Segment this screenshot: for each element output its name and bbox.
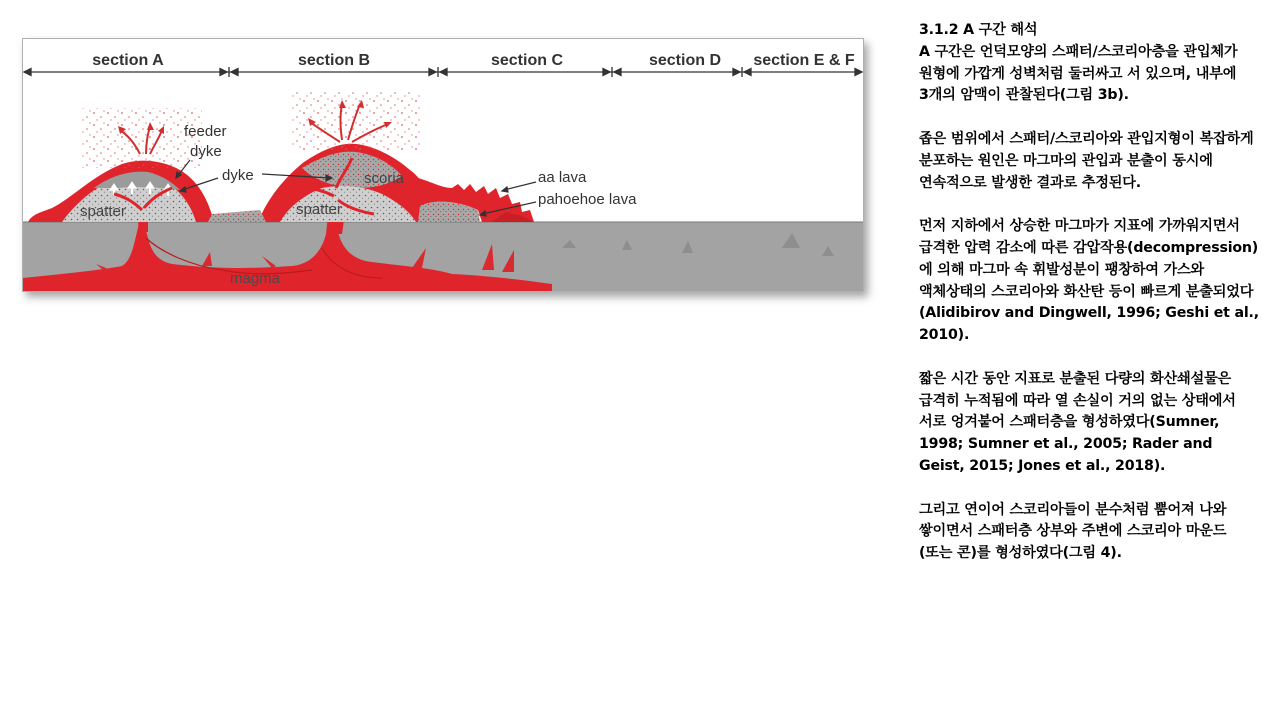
section-a-label: section A <box>92 52 164 69</box>
section-heading: 3.1.2 A 구간 해석 <box>919 22 1038 38</box>
paragraph-3: 먼저 지하에서 상승한 마그마가 지표에 가까워지면서 급격한 압력 감소에 따른 감압작용(decompression)에 의해 마그마 속 휘발성분이 팽창하여 가스와 액체상태의 스코리아와 화산탄 등이 빠르게 분출되었다(Alidibirov and Dingwell, 1996; Geshi et al., 2010). <box>919 218 1259 344</box>
paragraph-4: 짧은 시간 동안 지표로 분출된 다량의 화산쇄설물은 급격히 누적됨에 따라 열 손실이 거의 없는 상태에서 서로 엉겨붙어 스패터층을 형성하였다(Sumner, 1998; Sumner et al., 2005; Rader and Geist, 2015; Jones et al., 2018). <box>919 370 1236 474</box>
section-ef-label: section E & F <box>753 52 855 69</box>
interpretation-text-panel <box>919 20 1259 587</box>
section-d-label: section D <box>648 52 722 69</box>
label-feeder: feeder <box>184 123 227 140</box>
section-c-label: section C <box>490 52 564 69</box>
cross-section-diagram <box>22 38 864 292</box>
label-scoria: scoria <box>364 170 405 187</box>
paragraph-5: 그리고 연이어 스코리아들이 분수처럼 뿜어져 나와 쌓이면서 스패터층 상부와 주변에 스코리아 마운드(또는 콘)를 형성하였다(그림 4). <box>919 501 1227 562</box>
label-feeder-dyke: dyke <box>190 143 222 160</box>
label-magma: magma <box>230 270 281 287</box>
label-spatter-a: spatter <box>80 203 126 220</box>
paragraph-1: A 구간은 언덕모양의 스패터/스코리아층을 관입체가 원형에 가깝게 성벽처럼 둘러싸고 서 있으며, 내부에 3개의 암맥이 관찰된다(그림 3b). <box>919 43 1238 104</box>
volcanic-section-figure <box>22 38 864 292</box>
label-spatter-b: spatter <box>296 201 342 218</box>
label-dyke: dyke <box>222 167 254 184</box>
section-b-label: section B <box>297 52 371 69</box>
paragraph-2: 좁은 범위에서 스패터/스코리아와 관입지형이 복잡하게 분포하는 원인은 마그마의 관입과 분출이 동시에 연속적으로 발생한 결과로 추정된다. <box>919 130 1254 191</box>
label-aa-lava: aa lava <box>538 169 587 186</box>
label-pahoehoe-lava: pahoehoe lava <box>538 191 637 208</box>
